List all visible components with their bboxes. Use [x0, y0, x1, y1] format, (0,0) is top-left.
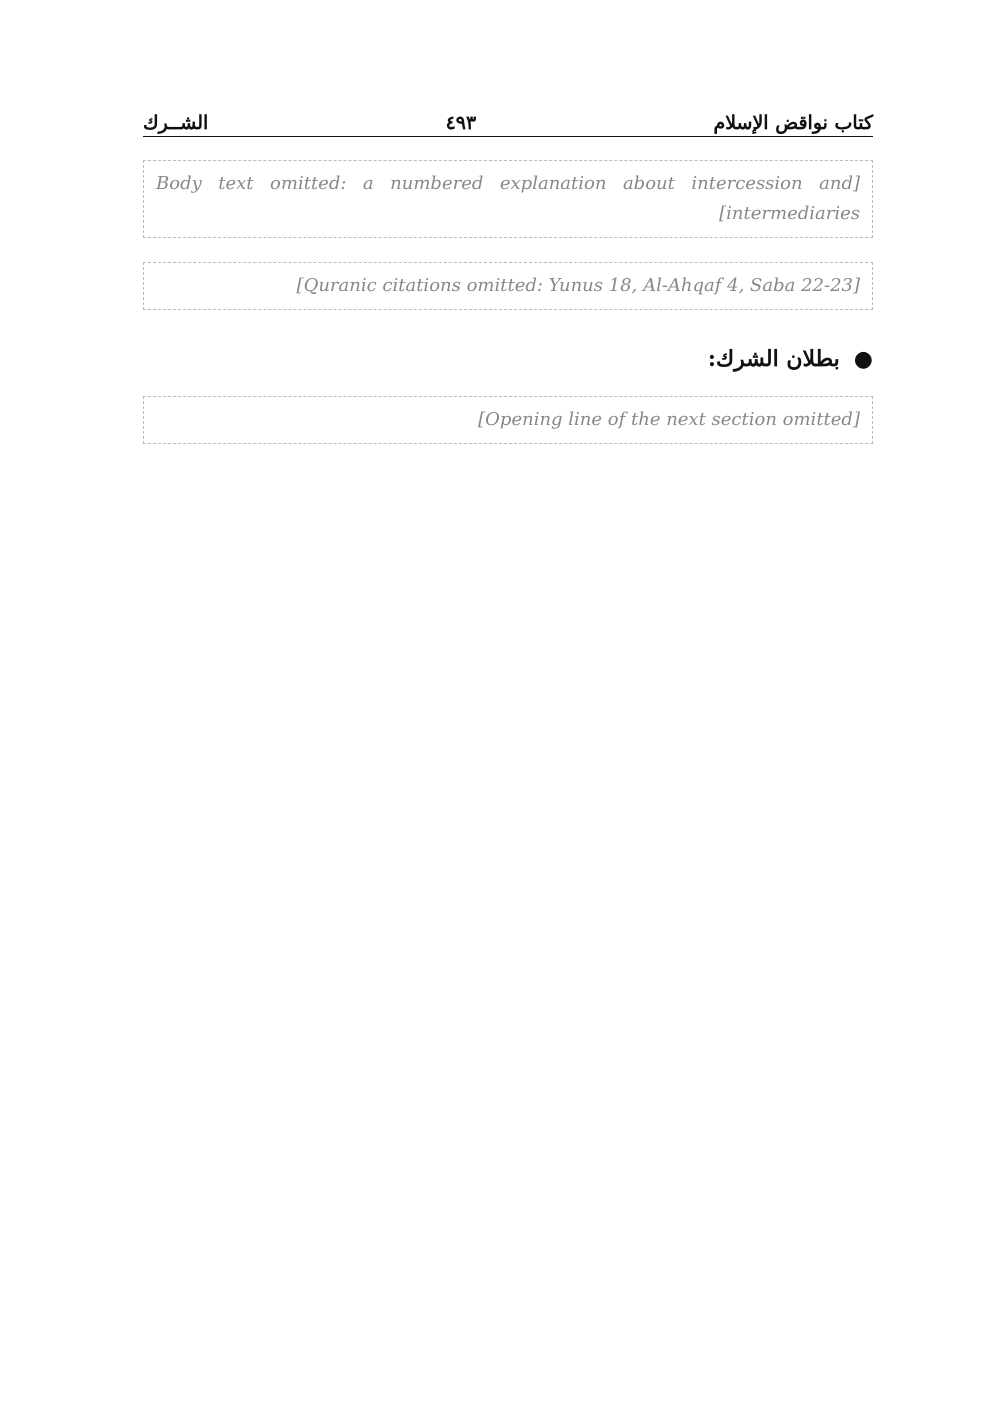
section-heading [143, 334, 873, 384]
chapter-title: الشــرك [143, 112, 209, 134]
running-header [143, 100, 873, 134]
page-body [143, 160, 873, 468]
intro-placeholder: [Body text omitted: a numbered explanation about intercession and intermediaries] [143, 160, 873, 238]
verses-placeholder: [Quranic citations omitted: Yunus 18, Al-Ahqaf 4, Saba 22-23] [143, 262, 873, 310]
page-number: ٤٩٣ [445, 112, 477, 134]
outro-placeholder: [Opening line of the next section omitted] [143, 396, 873, 444]
header-rule [143, 136, 873, 137]
bullet-icon: ● [853, 346, 873, 372]
book-title: كتاب نواقض الإسلام [713, 112, 873, 134]
section-heading-text: بطلان الشرك: [707, 346, 840, 372]
